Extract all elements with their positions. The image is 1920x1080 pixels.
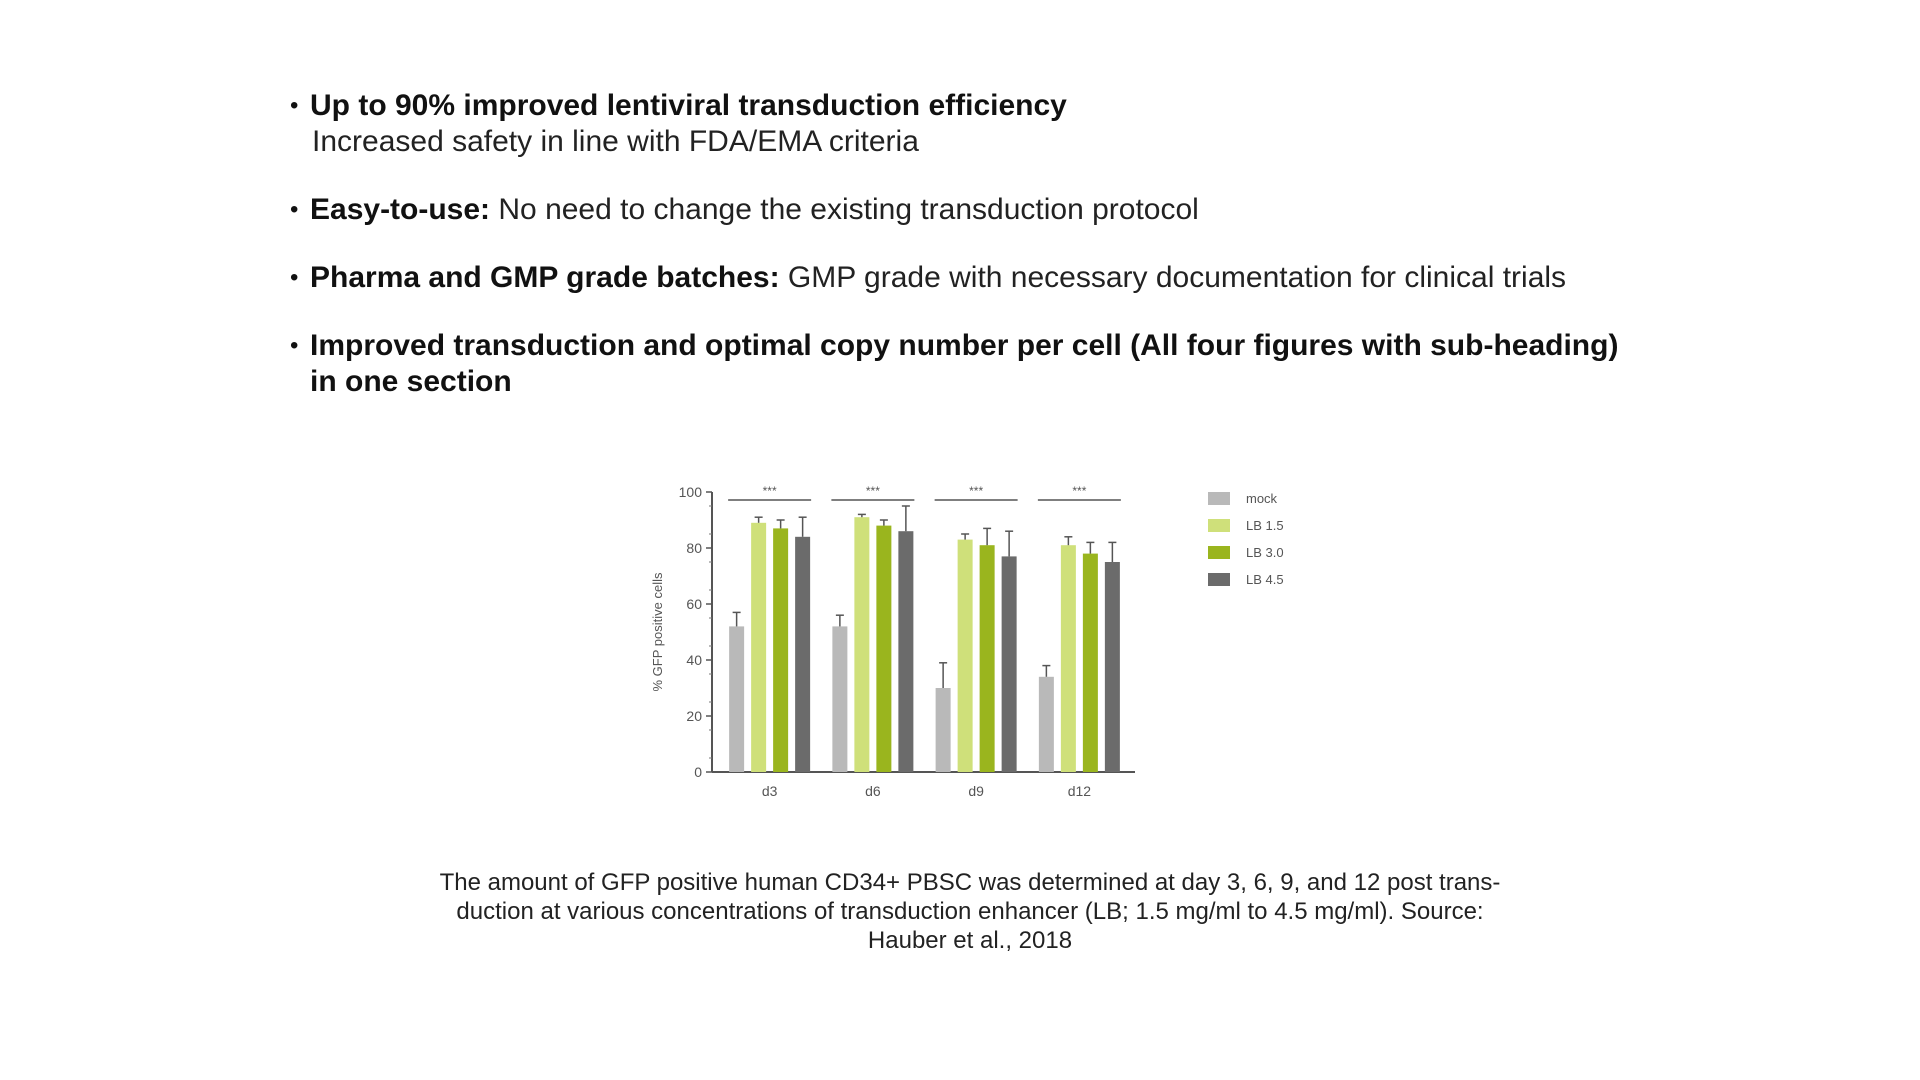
y-tick-label: 80 <box>686 540 702 556</box>
legend-swatch <box>1208 546 1230 559</box>
bar <box>980 545 995 772</box>
bar <box>898 531 913 772</box>
y-tick-label: 40 <box>686 652 702 668</box>
x-tick-label: d6 <box>865 783 881 799</box>
bar <box>773 528 788 772</box>
chart-canvas <box>640 470 1300 810</box>
bar <box>1039 677 1054 772</box>
caption-line-1: The amount of GFP positive human CD34+ PBSC was determined at day 3, 6, 9, and 12 post trans- <box>439 869 1501 896</box>
legend-label: LB 1.5 <box>1246 518 1284 533</box>
bar <box>1105 562 1120 772</box>
bar <box>1083 554 1098 772</box>
y-tick-label: 60 <box>686 596 702 612</box>
bullet-gmp-grade-heading: Pharma and GMP grade batches: <box>310 261 780 294</box>
legend-swatch <box>1208 573 1230 586</box>
bar <box>751 523 766 772</box>
bullet-easy-to-use-text: No need to change the existing transduction protocol <box>490 193 1199 226</box>
legend-label: LB 4.5 <box>1246 572 1284 587</box>
bar <box>795 537 810 772</box>
legend-swatch <box>1208 519 1230 532</box>
bullet-copy-number <box>290 328 1630 400</box>
bullet-efficiency-heading: Up to 90% improved lentiviral transduction efficiency <box>310 89 1067 122</box>
x-tick-label: d12 <box>1067 783 1092 799</box>
x-tick-label: d3 <box>761 783 778 799</box>
legend-label: LB 3.0 <box>1246 545 1284 560</box>
bullet-efficiency <box>290 88 1630 160</box>
bar <box>936 688 951 772</box>
figure-caption <box>400 868 1540 955</box>
legend-label: mock <box>1246 491 1278 506</box>
gfp-bar-chart <box>640 470 1300 810</box>
legend-swatch <box>1208 492 1230 505</box>
bar <box>832 626 847 772</box>
significance-label: *** <box>1072 484 1087 498</box>
y-tick-label: 20 <box>686 708 702 724</box>
bullet-gmp-grade <box>290 260 1630 296</box>
bar <box>854 517 869 772</box>
bar <box>876 526 891 772</box>
x-tick-label: d9 <box>968 783 984 799</box>
bullet-efficiency-subtext: Increased safety in line with FDA/EMA criteria <box>312 125 919 158</box>
bullet-easy-to-use-heading: Easy-to-use: <box>310 193 491 226</box>
significance-label: *** <box>762 484 777 498</box>
caption-line-2: duction at various concentrations of transduction enhancer (LB; 1.5 mg/ml to 4.5 mg/ml). Source: <box>456 898 1484 925</box>
y-tick-label: 0 <box>694 764 702 780</box>
significance-label: *** <box>969 484 984 498</box>
bullet-copy-number-heading: Improved transduction and optimal copy number per cell (All four figures with sub-heading) in one section <box>310 329 1619 398</box>
caption-line-3: Hauber et al., 2018 <box>867 927 1073 954</box>
bullet-easy-to-use <box>290 192 1630 228</box>
bar <box>958 540 973 772</box>
bar <box>729 626 744 772</box>
feature-list <box>290 88 1630 432</box>
bar <box>1061 545 1076 772</box>
bullet-gmp-grade-text: GMP grade with necessary documentation for clinical trials <box>779 261 1567 294</box>
y-axis-label: % GFP positive cells <box>650 572 665 692</box>
bar <box>1002 556 1017 772</box>
y-tick-label: 100 <box>678 484 702 500</box>
significance-label: *** <box>865 484 880 498</box>
